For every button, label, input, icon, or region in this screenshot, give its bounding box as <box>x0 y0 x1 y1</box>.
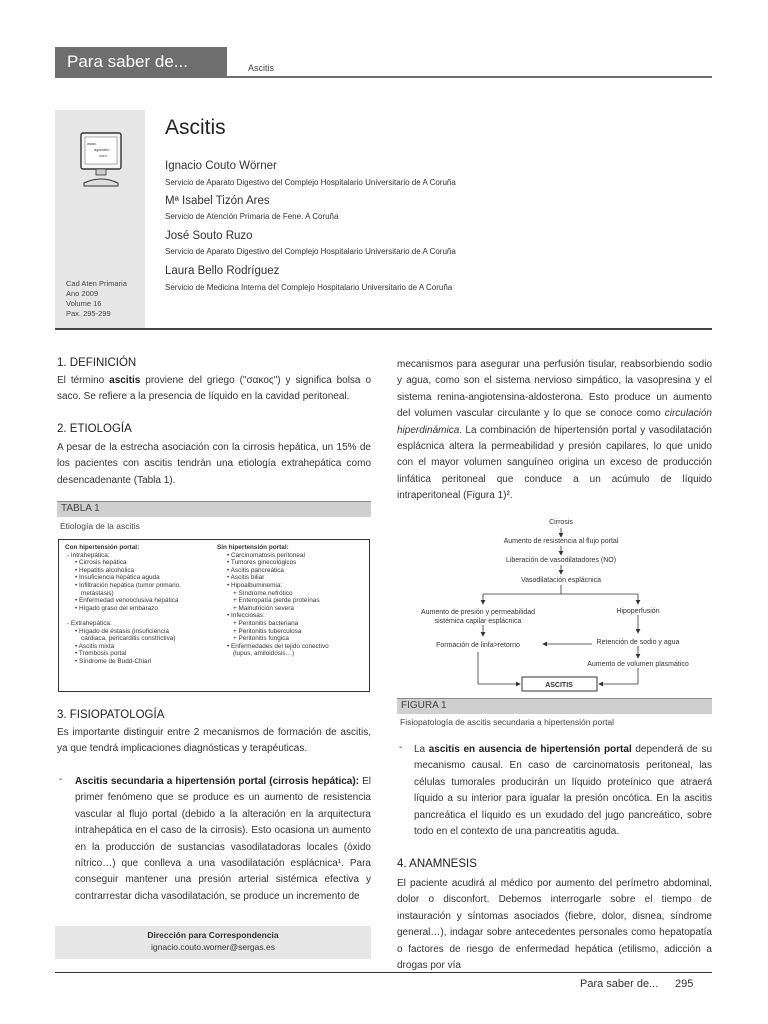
journal-year: Ano 2009 <box>66 289 99 298</box>
figure-label: FIGURA 1 <box>397 698 712 714</box>
table-cell-line: • Hígado de éstasis (insuficiencia <box>75 627 169 635</box>
table-cell-line: • Carcinomatosis peritoneal <box>227 551 305 559</box>
table-column-portal <box>65 544 181 666</box>
table-cell-line: • Hipoalbuminemia: <box>227 581 283 589</box>
journal-volume: Volume 16 <box>66 299 102 308</box>
table-cell-line: • Ascitis biliar <box>227 574 265 582</box>
author-name: José Souto Ruzo <box>165 230 253 242</box>
diagram-node: Liberación de vasodilatadores (NO) <box>505 557 617 564</box>
author-affiliation: Servicio de Atención Primaria de Fene. A Coruña <box>165 212 339 221</box>
author-name: Ignacio Couto Wörner <box>165 160 277 172</box>
footer-rule <box>55 972 712 973</box>
table-cell-line: • Insuficiencia hepática aguda <box>75 574 160 582</box>
paragraph: Es importante distinguir entre 2 mecanismos de formación de ascitis, ya que tendrá implicaciones diagnósticas y terapéuticas. <box>57 727 371 755</box>
section-heading: 3. FISIOPATOLOGÍA <box>57 709 165 721</box>
table-caption: Etiología de la ascitis <box>60 521 140 531</box>
author-name: Mª Isabel Tizón Ares <box>165 195 270 207</box>
diagram-node: Aumento de resistencia al flujo portal <box>503 538 619 545</box>
author-affiliation: Servicio de Aparato Digestivo del Complejo Hospitalario Universitario de A Coruña <box>165 247 456 256</box>
section-heading: 4. ANAMNESIS <box>397 858 477 870</box>
monitor-logo-icon <box>78 131 126 191</box>
table-cell-line: • Tumores ginecológicos <box>227 559 297 567</box>
diagram-node: sistémica capilar esplácnica <box>434 618 522 625</box>
table-cell-line: + Peritonitis tuberculosa <box>233 627 302 635</box>
table-cell-line: Sin hipertensión portal: <box>217 544 289 551</box>
header-crumb: Ascitis <box>248 63 275 73</box>
paragraph: La ascitis en ausencia de hipertensión portal dependerá de su mecanismo causal. En caso de carcinomatosis peritoneal, las células tumorales producirán un líquido proteínico que atraerá líquido a su interior para igualar la presión oncótica. En la ascitis pancreática el líquido es un exudado del jugo pancreático, sobre todo en el contexto de una pancreatitis aguda. <box>414 744 713 838</box>
etiology-table <box>58 539 370 692</box>
table-cell-line: • Síndrome de Budd-Chiari <box>75 657 152 665</box>
diagram-node: Hipoperfusión <box>616 608 660 615</box>
table-cell-line: • Trombosis portal <box>75 650 127 658</box>
table-label: TABLA 1 <box>57 501 371 517</box>
section-heading: 2. ETIOLOGÍA <box>57 423 132 435</box>
table-cell-line: • Infecciosas: <box>227 612 265 620</box>
table-cell-line: cardiaca, pericarditis constrictiva) <box>81 635 176 643</box>
figure-caption: Fisiopatología de ascitis secundaria a hipertensión portal <box>400 717 615 727</box>
bullet-dash: - <box>59 774 63 785</box>
footer-section: Para saber de... <box>580 978 659 990</box>
monitor-text-3: .com <box>98 153 107 158</box>
table-cell-line: - Intrahepática: <box>67 551 110 559</box>
table-cell-line: • Cirrosis hepática <box>75 559 127 567</box>
correspondence-title: Dirección para Correspondencia <box>147 930 279 940</box>
diagram-node: Cirrosis <box>549 519 573 526</box>
monitor-text-1: www. <box>87 141 97 146</box>
table-cell-line: • Enfermedad venooclusiva hepática <box>75 597 179 605</box>
monitor-text-2: agamfec <box>94 147 110 152</box>
section-heading: 1. DEFINICIÓN <box>57 357 137 369</box>
journal-name: Cad Aten Primaria <box>66 279 127 288</box>
paragraph: A pesar de la estrecha asociación con la cirrosis hepática, un 15% de los pacientes con ascitis tendrán una etiología extrahepática como desencadenante (Tabla 1). <box>57 442 371 486</box>
table-cell-line: • Ascitis mixta <box>75 642 115 650</box>
diagram-node: Formación de linfa>retorno <box>436 642 520 649</box>
table-cell-line: - Extrahepática: <box>67 619 112 627</box>
table-cell-line: • Hepatitis alcohólica <box>75 566 135 574</box>
paragraph: El paciente acudirá al médico por aumento del perímetro abdominal, dolor o disconfort. Debemos interrogarle sobre el tiempo de instauración y síntomas asociados (fiebre, dolor, disnea, síndrome general…), indagar sobre antecedentes personales como hepatopatía o factores de riesgo de enfermedad hepática (etilismo, adicción a drogas por vía <box>397 878 712 972</box>
diagram-node: Vasodilatación esplácnica <box>520 577 602 584</box>
paragraph: El término ascitis proviene del griego ("σακος") y significa bolsa o saco. Se refiere a la presencia de líquido en la cavidad peritoneal. <box>57 375 372 403</box>
table-cell-line: • Hígado graso del embarazo <box>75 604 158 612</box>
diagram-node-ascitis: ASCITIS <box>545 682 573 689</box>
table-cell-line: + Peritonitis bacteriana <box>233 619 299 627</box>
table-cell-line: + Peritonitis fúngica <box>233 635 289 643</box>
table-column-nonportal <box>217 544 329 658</box>
journal-meta <box>66 279 127 319</box>
table-cell-line: metástasis) <box>81 589 114 597</box>
paragraph: Ascitis secundaria a hipertensión portal (cirrosis hepática): El primer fenómeno que se produce es un aumento de resistencia vascular al flujo portal (debido a la alteración en la arquitectura intrahepática en el caso de la cirrosis). Esto ocasiona un aumento en la producción de sustancias vasodilatadoras locales (óxido nítrico…) que conlleva a una vasodilatación esplácnica¹. Para conseguir mantener una presión arterial sistémica efectiva y contrarrestar dicha vasodilatación, se produce un incremento de <box>75 776 372 902</box>
bullet-dash: - <box>399 742 403 753</box>
journal-pages: Pax. 295-299 <box>66 309 111 318</box>
table-cell-line <box>65 612 181 620</box>
table-cell-line: Con hipertensión portal: <box>65 544 140 551</box>
section-header: Para saber de... <box>55 47 227 76</box>
table-cell-line: • Ascitis pancreática <box>227 566 284 574</box>
article-title: Ascitis <box>165 116 226 139</box>
paragraph: mecanismos para asegurar una perfusión tisular, reabsorbiendo sodio y agua, como son el sistema nervioso simpático, la vasopresina y el sistema renina-angiotensina-aldosterona. Esto produce un aumento del volumen vascular circulante y lo que se conoce como circulación hiperdinámica. La combinación de hipertensión portal y vasodilatación esplácnica altera la permeabilidad y presión capilares, lo que unido con el mayor volumen sanguíneo origina un exceso de producción linfática peritoneal que conduce a un acúmulo de líquido intraperitoneal (Figura 1)². <box>397 359 712 502</box>
pathophysiology-diagram <box>398 512 712 697</box>
top-rule <box>55 76 712 78</box>
correspondence-email[interactable]: ignacio.couto.worner@sergas.es <box>151 942 275 952</box>
page-number: 295 <box>675 978 694 990</box>
header-divider <box>55 328 712 330</box>
diagram-node: Aumento de presión y permeabilidad <box>420 609 536 616</box>
table-cell-line: • Infiltración hepática (tumor primario, <box>75 581 181 589</box>
author-name: Laura Bello Rodríguez <box>165 265 280 277</box>
author-affiliation: Servicio de Medicina Interna del Complejo Hospitalario Universitario de A Coruña <box>165 283 453 292</box>
diagram-node: Retención de sodio y agua <box>596 639 680 646</box>
table-cell-line: + Malnutrición severa <box>233 604 294 612</box>
table-cell-line: + Síndrome nefrótico <box>233 589 293 597</box>
correspondence-box <box>55 926 371 959</box>
author-affiliation: Servicio de Aparato Digestivo del Complejo Hospitalario Universitario de A Coruña <box>165 178 456 187</box>
diagram-node: Aumento de volumen plasmático <box>587 661 689 668</box>
table-cell-line: + Enteropatía pierde proteínas <box>233 597 320 605</box>
table-cell-line: (lupus, amiloidosis…) <box>233 650 295 658</box>
table-cell-line: • Enfermedades del tejido conectivo <box>227 642 329 650</box>
